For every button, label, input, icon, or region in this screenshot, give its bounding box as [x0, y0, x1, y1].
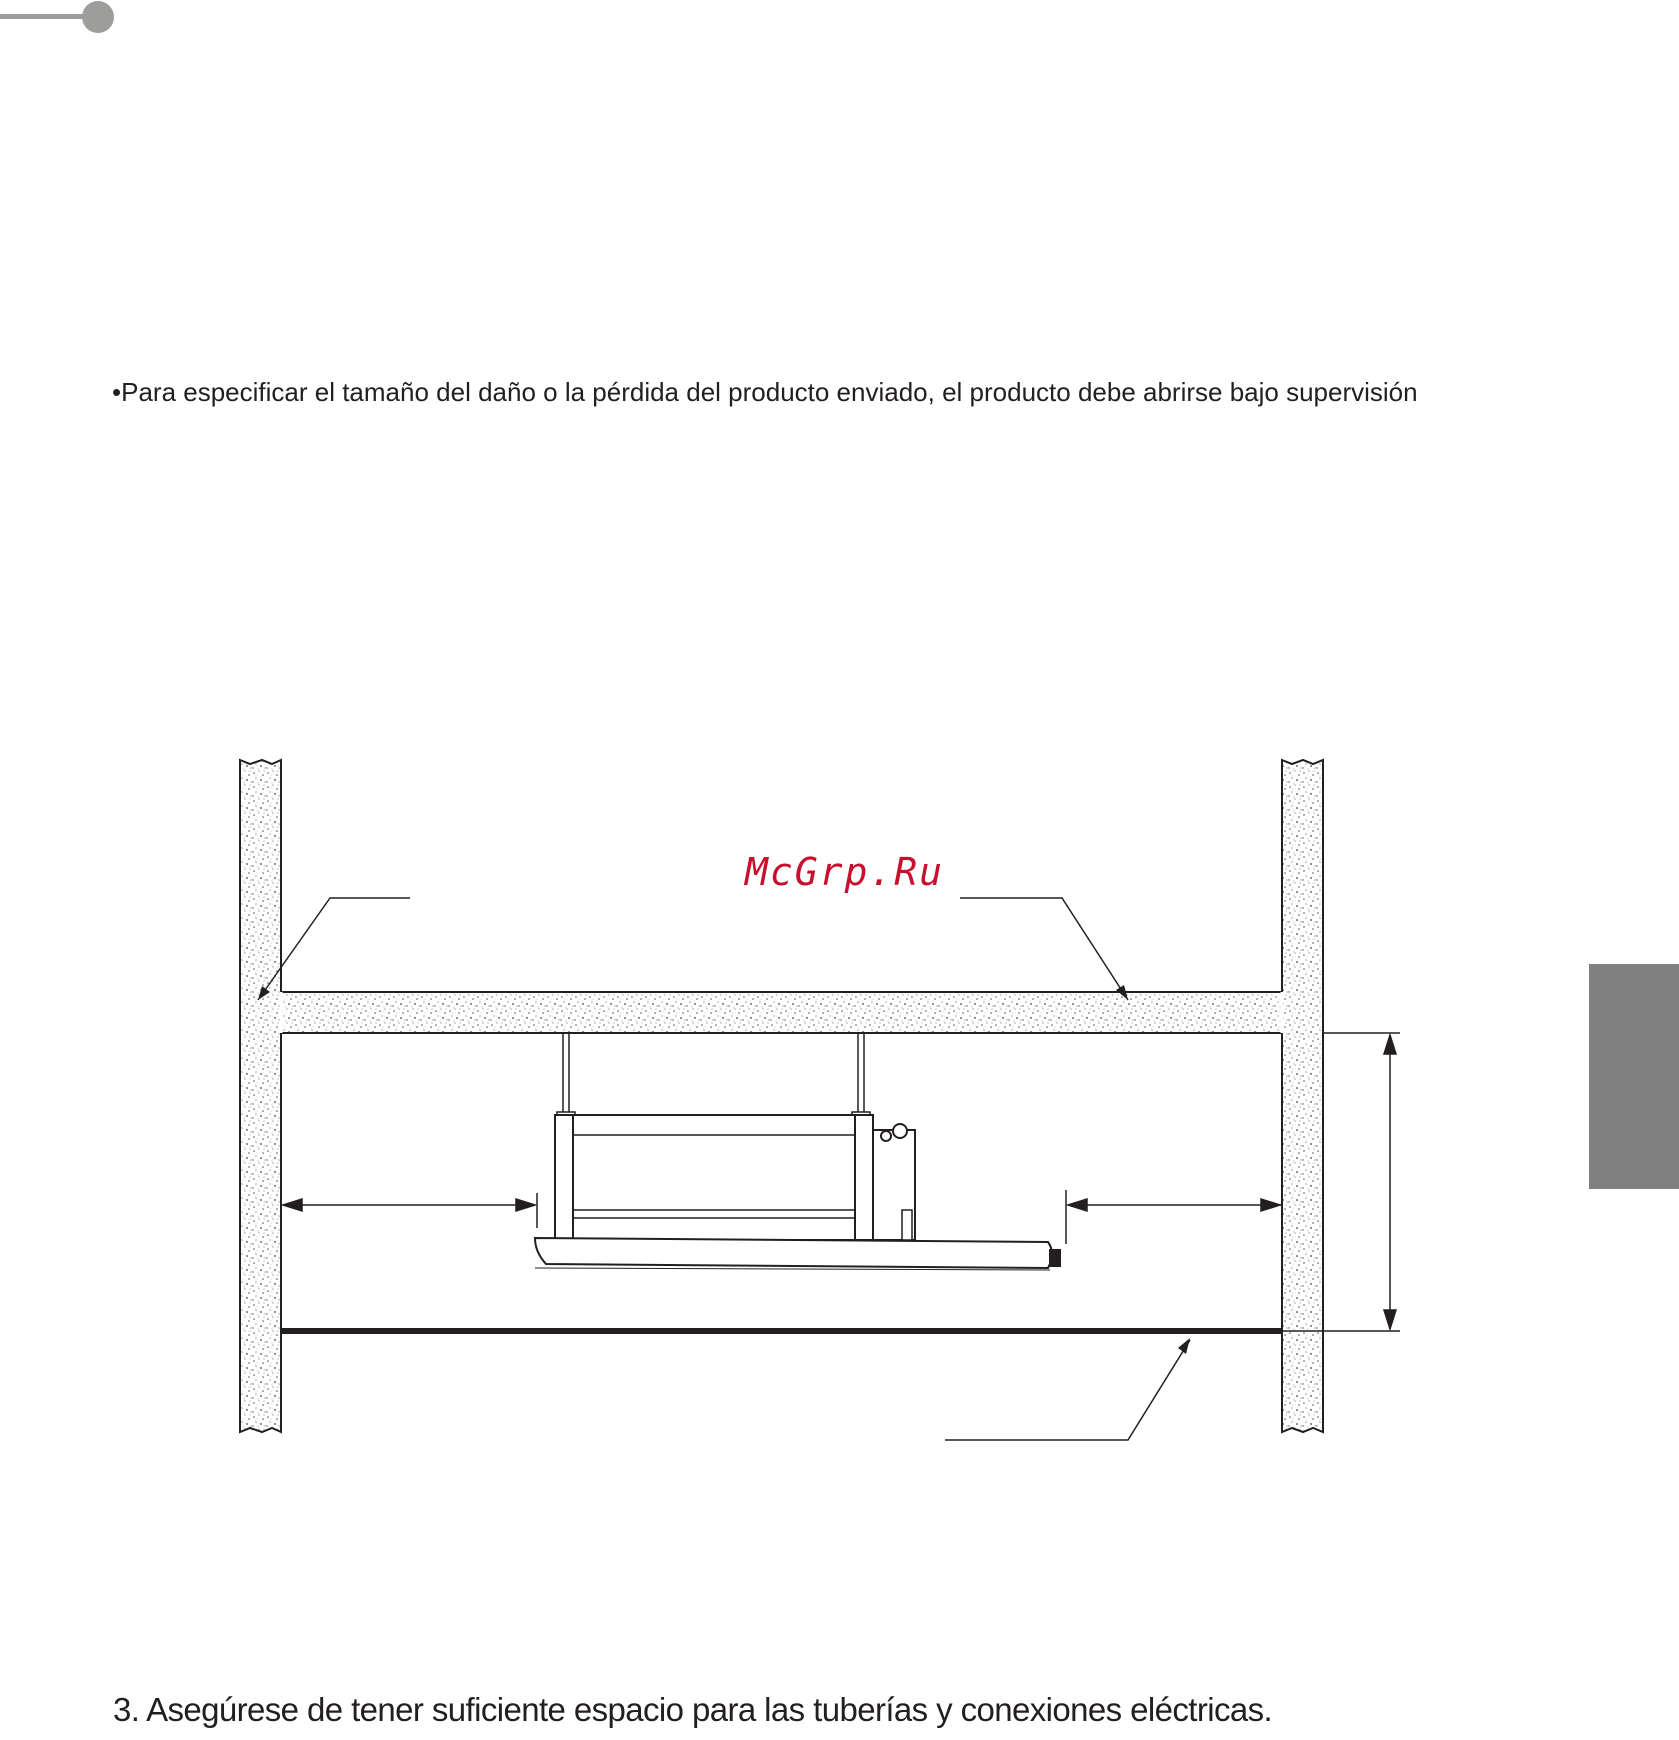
indoor-unit [535, 1115, 1060, 1270]
step-heading: 3. Asegúrese de tener suficiente espacio para las tuberías y conexiones eléctricas. [113, 1691, 1273, 1728]
watermark-logo: McGrp.Ru [745, 850, 945, 894]
bullet-paragraph: •Para especificar el tamaño del daño o la pérdida del producto enviado, el producto debe abrirse bajo supervisión [112, 377, 1418, 407]
leader-line-slab-right [960, 898, 1128, 1000]
left-wall [240, 760, 281, 1432]
ceiling-slab [281, 992, 1282, 1033]
false-ceiling [281, 1328, 1282, 1334]
leader-line-false-ceiling [945, 1340, 1190, 1440]
